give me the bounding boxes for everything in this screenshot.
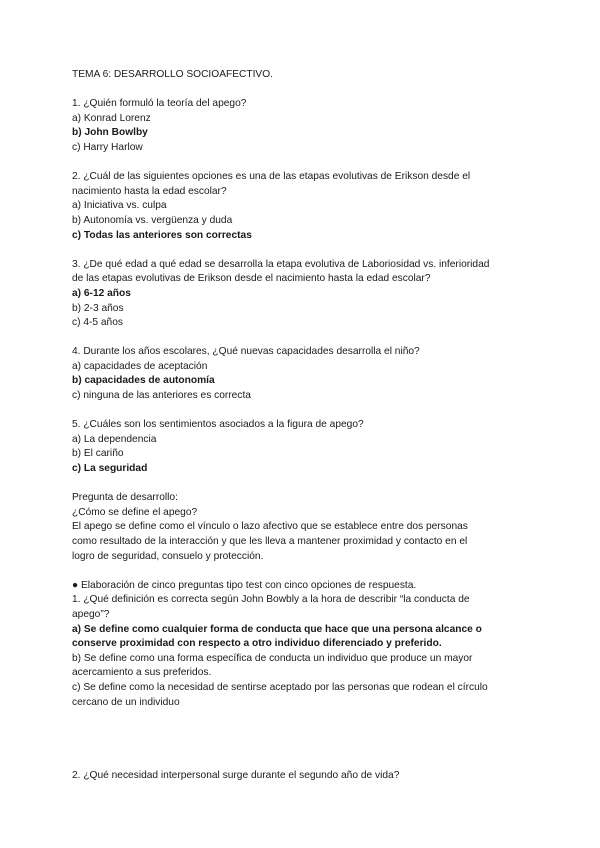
development-question: ¿Cómo se define el apego?: [72, 506, 198, 518]
test-question-1-option-a-line-2: conserve proximidad con respecto a otro individuo diferenciado y preferido.: [72, 638, 442, 650]
document-page: [72, 68, 532, 783]
question-4-option-c: c) ninguna de las anteriores es correcta: [72, 390, 251, 402]
question-2-option-b: b) Autonomía vs. vergüenza y duda: [72, 214, 233, 226]
question-1: 1. ¿Quién formuló la teoría del apego?: [72, 98, 247, 110]
test-question-1-option-b-line-2: acercamiento a sus preferidos.: [72, 667, 212, 679]
question-5-option-a: a) La dependencia: [72, 433, 157, 445]
question-4: 4. Durante los años escolares, ¿Qué nuevas capacidades desarrolla el niño?: [72, 346, 420, 358]
question-1-option-a: a) Konrad Lorenz: [72, 112, 151, 124]
question-3-line-1: 3. ¿De qué edad a qué edad se desarrolla la etapa evolutiva de Laboriosidad vs. inferioridad: [72, 258, 490, 270]
test-question-1-line-1: 1. ¿Qué definición es correcta según John Bowbly a la hora de describir “la conducta de: [72, 594, 470, 606]
test-question-1-option-c-line-1: c) Se define como la necesidad de sentirse aceptado por las personas que rodean el círculo: [72, 681, 488, 693]
test-question-1-option-b-line-1: b) Se define como una forma específica de conducta un individuo que produce un mayor: [72, 652, 473, 664]
question-5: 5. ¿Cuáles son los sentimientos asociados a la figura de apego?: [72, 419, 364, 431]
question-3-option-b: b) 2-3 años: [72, 302, 124, 314]
test-question-2: 2. ¿Qué necesidad interpersonal surge durante el segundo año de vida?: [72, 769, 400, 781]
question-1-option-b-correct: b) John Bowlby: [72, 127, 148, 139]
question-2-line-2: nacimiento hasta la edad escolar?: [72, 185, 227, 197]
development-heading: Pregunta de desarrollo:: [72, 492, 178, 504]
development-answer-line-3: logro de seguridad, consuelo y protección.: [72, 550, 264, 562]
question-5-option-c-correct: c) La seguridad: [72, 463, 148, 475]
question-3-option-a-correct: a) 6-12 años: [72, 287, 131, 299]
question-4-option-a: a) capacidades de aceptación: [72, 360, 208, 372]
question-2-line-1: 2. ¿Cuál de las siguientes opciones es una de las etapas evolutivas de Erikson desde el: [72, 171, 471, 183]
development-answer-line-1: El apego se define como el vínculo o lazo afectivo que se establece entre dos personas: [72, 521, 468, 533]
document-title: TEMA 6: DESARROLLO SOCIOAFECTIVO.: [72, 69, 273, 80]
test-question-1-option-a-line-1: a) Se define como cualquier forma de conducta que hace que una persona alcance o: [72, 623, 482, 635]
question-5-option-b: b) El cariño: [72, 448, 124, 460]
development-answer-line-2: como resultado de la interacción y que les lleva a mantener proximidad y contacto en el: [72, 536, 468, 547]
question-2-option-c-correct: c) Todas las anteriores son correctas: [72, 229, 252, 241]
question-1-option-c: c) Harry Harlow: [72, 141, 143, 153]
test-section-bullet: ● Elaboración de cinco preguntas tipo test con cinco opciones de respuesta.: [72, 579, 417, 591]
test-question-1-option-c-line-2: cercano de un individuo: [72, 696, 180, 708]
question-3-line-2: de las etapas evolutivas de Erikson desde el nacimiento hasta la edad escolar?: [72, 273, 431, 285]
question-2-option-a: a) Iniciativa vs. culpa: [72, 200, 167, 212]
question-3-option-c: c) 4-5 años: [72, 317, 123, 329]
test-question-1-line-2: apego”?: [72, 608, 110, 620]
question-4-option-b-correct: b) capacidades de autonomía: [72, 375, 215, 387]
